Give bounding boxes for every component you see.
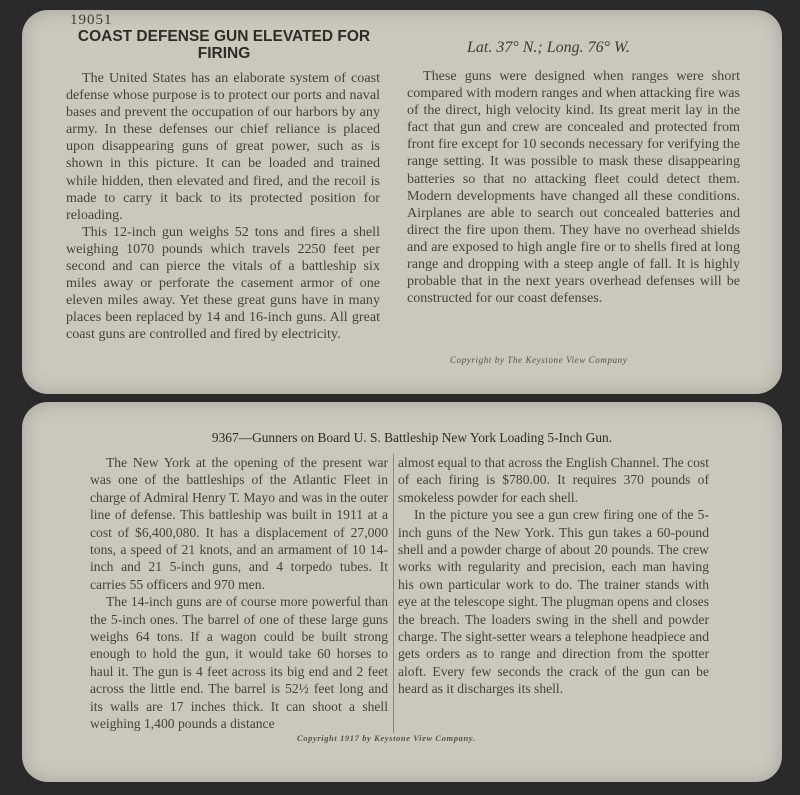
card-coast-defense [22,10,782,394]
card-title: COAST DEFENSE GUN ELEVATED FOR FIRING [77,28,371,62]
paragraph: The 14-inch guns are of course more powerful than the 5-inch ones. The barrel of one of these large guns weighs 64 tons. If a wagon could be built strong enough to hold the gun, it would take 60 horses to haul it. The gun is 4 feet across its big end and 2 feet across the little end. The barrel is 52½ feet long and its walls are 17 inches thick. It can shoot a shell weighing 1,400 pounds a distance [90,594,388,732]
text-column-right [398,454,709,698]
paragraph: The New York at the opening of the present war was one of the battleships of the Atlantic Fleet in charge of Admiral Henry T. Mayo and was in the outer line of defense. This battleship was built in 1911 at a cost of $6,400,080. It has a displacement of 27,000 tons, a speed of 21 knots, and an armament of 10 14-inch and 21 5-inch guns, and 4 torpedo tubes. It carries 55 officers and 970 men. [90,455,388,592]
text-column-left [66,70,380,344]
paragraph: almost equal to that across the English Channel. The cost of each firing is $780.00. It requires 370 pounds of smokeless powder for each shell. [398,455,709,505]
copyright-notice: Copyright by The Keystone View Company [450,355,628,365]
stereo-number: 19051 [70,12,113,28]
card-title: 9367—Gunners on Board U. S. Battleship New York Loading 5-Inch Gun. [211,430,613,445]
card-battleship-new-york [22,402,782,782]
text-column-right [407,68,740,307]
paragraph: These guns were designed when ranges were short compared with modern ranges and when attacking fire was of the direct, high velocity kind. Its great merit lay in the fact that gun and crew are concealed and protected from front fire except for 10 seconds necessary for verifying the range setting. It was possible to mask these disappearing batteries so that no attacking fleet could detect them. Modern developments have changed all these conditions. Airplanes are able to search out concealed batteries and direct the fire upon them. They have no overhead shields and are exposed to high angle fire or to shells fired at long range and dropping with a steep angle of fall. It is highly probable that in the next years overhead defenses will be constructed for our coast defenses. [407,68,740,307]
paragraph: The United States has an elaborate system of coast defense whose purpose is to protect our ports and naval bases and prevent the occupation of our harbors by any army. In these defenses our chief reliance is placed upon disappearing guns of great power, such as is shown in this picture. It can be loaded and trained while hidden, then elevated and fired, and the recoil is made to carry it back to its protected position for reloading. [66,70,380,223]
paragraph: This 12-inch gun weighs 52 tons and fires a shell weighing 1070 pounds which travels 2250 feet per second and can pierce the vitals of a battleship six miles away or perforate the casement armor of one eleven miles away. Yet these great guns have in many places been replaced by 14 and 16-inch guns. All great coast guns are controlled and fired by electricity. [66,223,380,343]
paragraph: In the picture you see a gun crew firing one of the 5-inch guns of the New York. This gun takes a 60-pound shell and a powder charge of about 20 pounds. The crew works with regularity and precision, each man having his own particular work to do. The trainer stands with eye at the telescope sight. The plugman opens and closes the breach. The loaders swing in the shell and powder charge. The sight-setter wears a telephone headpiece and gets orders as to range and direction from the spotter aloft. Every few seconds the crack of the gun can be heard as it discharges its shell. [398,507,709,697]
copyright-notice: Copyright 1917 by Keystone View Company. [297,733,476,743]
text-column-left [90,454,394,733]
coordinates: Lat. 37° N.; Long. 76° W. [467,39,630,56]
